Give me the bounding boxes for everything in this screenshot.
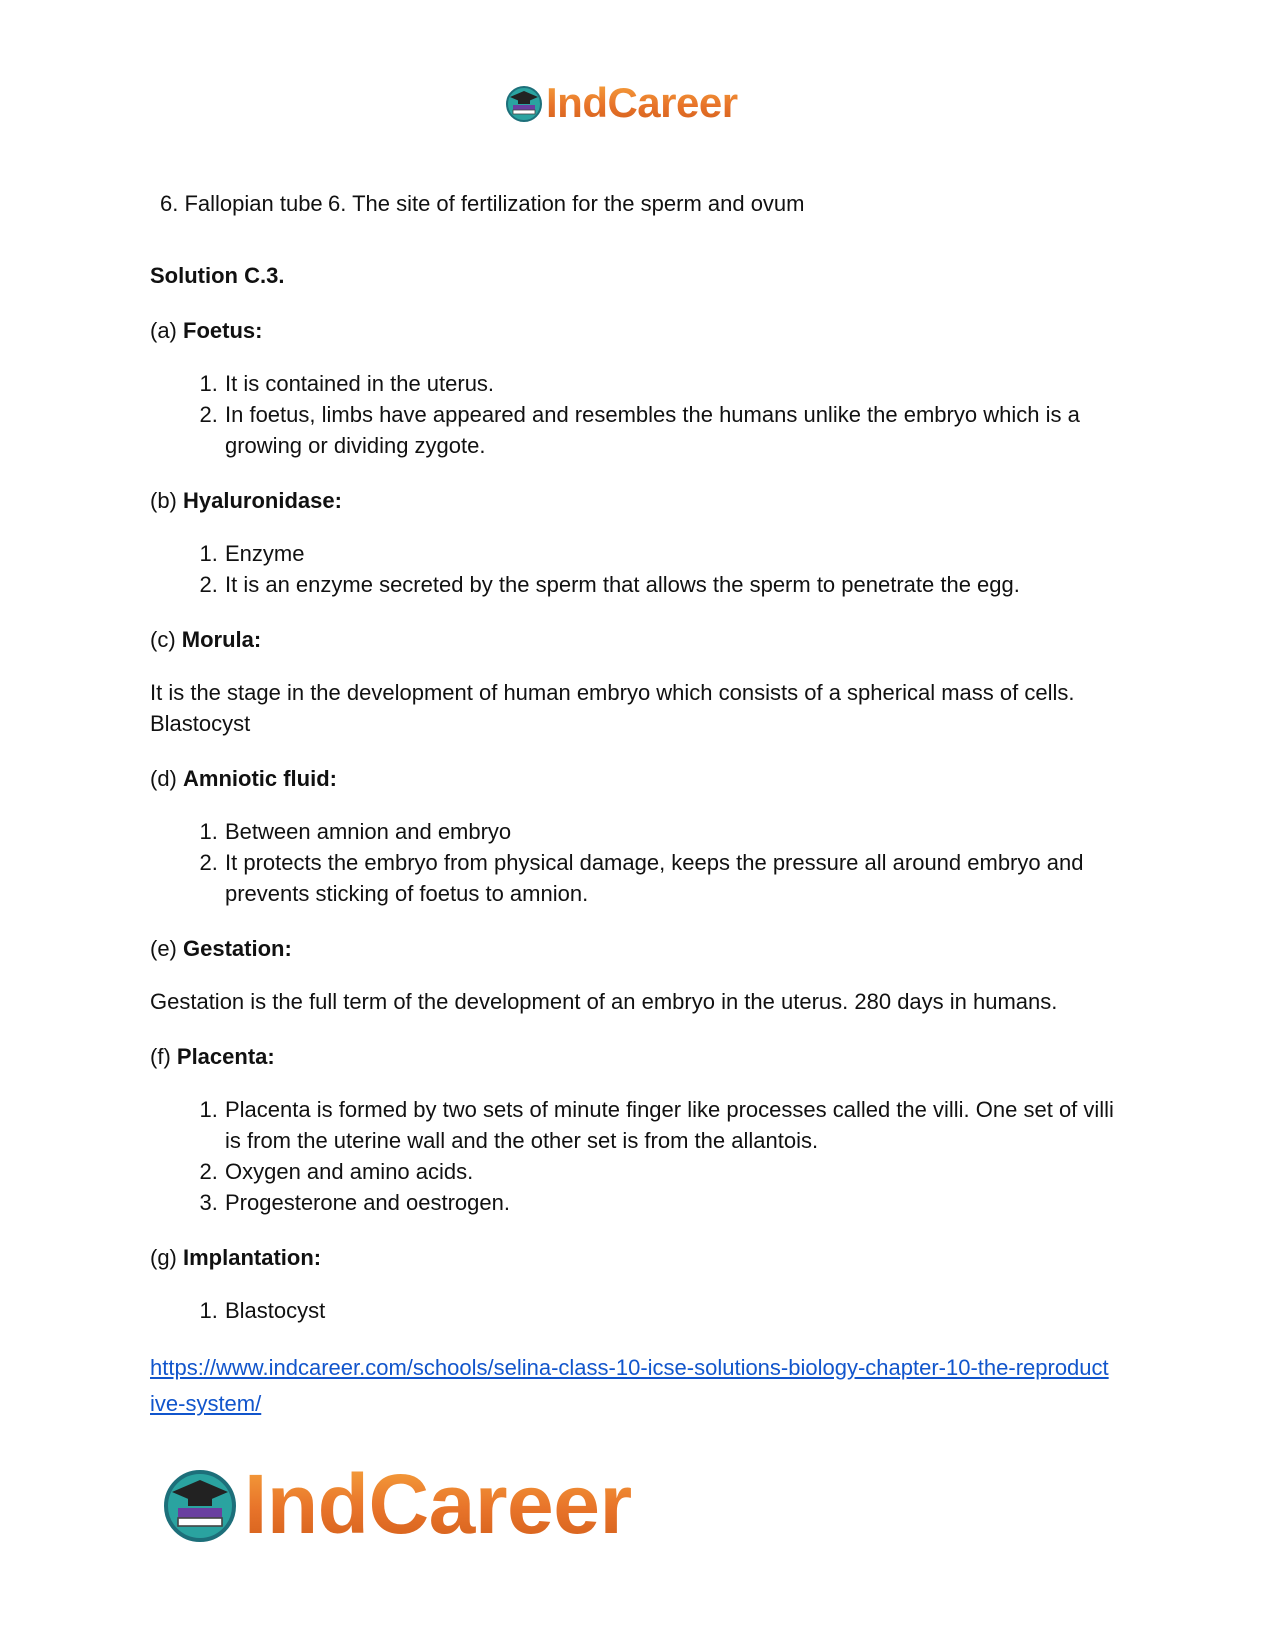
list-item: 1. Blastocyst — [224, 1295, 1130, 1326]
list-item: 2. It protects the embryo from physical damage, keeps the pressure all around embryo and prevents sticking of foetus to amnion. — [224, 847, 1130, 909]
section-heading: (d) Amniotic fluid: — [150, 766, 337, 791]
list-item: 2. It is an enzyme secreted by the sperm that allows the sperm to penetrate the egg. — [224, 569, 1130, 600]
table-row — [160, 188, 1130, 219]
list-item: 1. Between amnion and embryo — [224, 816, 1130, 847]
section-heading: (f) Placenta: — [150, 1044, 275, 1069]
header-logo — [504, 79, 738, 126]
section-heading: (g) Implantation: — [150, 1245, 322, 1270]
list-item: 1. Placenta is formed by two sets of minute finger like processes called the villi. One set of villi is from the uterine wall and the other set is from the allantois. — [224, 1094, 1130, 1156]
logo-wordmark: IndCareer — [244, 1457, 632, 1551]
table-cell-description: 6. The site of fertilization for the sperm and ovum — [328, 191, 805, 216]
list-item: 1. Enzyme — [224, 538, 1130, 569]
graduation-cap-icon — [504, 83, 544, 123]
numbered-list — [150, 1094, 1130, 1218]
section-heading: (b) Hyaluronidase: — [150, 488, 342, 513]
section-heading: (a) Foetus: — [150, 318, 263, 343]
logo-wordmark: IndCareer — [546, 79, 738, 126]
source-link[interactable]: https://www.indcareer.com/schools/selina-class-10-icse-solutions-biology-chapter-10-the-reproductive-system/ — [150, 1355, 1109, 1416]
numbered-list — [150, 1295, 1130, 1326]
numbered-list — [150, 368, 1130, 461]
paragraph: It is the stage in the development of human embryo which consists of a spherical mass of cells. Blastocyst — [150, 680, 1075, 736]
section-heading: (c) Morula: — [150, 627, 262, 652]
list-item: 1. It is contained in the uterus. — [224, 368, 1130, 399]
paragraph: Gestation is the full term of the development of an embryo in the uterus. 280 days in humans. — [150, 989, 1058, 1014]
graduation-cap-icon — [160, 1464, 240, 1544]
table-cell-term: 6. Fallopian tube — [160, 191, 323, 216]
numbered-list — [150, 816, 1130, 909]
solution-title: Solution C.3. — [150, 263, 285, 288]
footer-logo — [160, 1457, 632, 1551]
section-heading: (e) Gestation: — [150, 936, 292, 961]
list-item: 2. Oxygen and amino acids. — [224, 1156, 1130, 1187]
list-item: 2. In foetus, limbs have appeared and resembles the humans unlike the embryo which is a growing or dividing zygote. — [224, 399, 1130, 461]
numbered-list — [150, 538, 1130, 600]
document-body — [150, 188, 1130, 1422]
list-item: 3. Progesterone and oestrogen. — [224, 1187, 1130, 1218]
